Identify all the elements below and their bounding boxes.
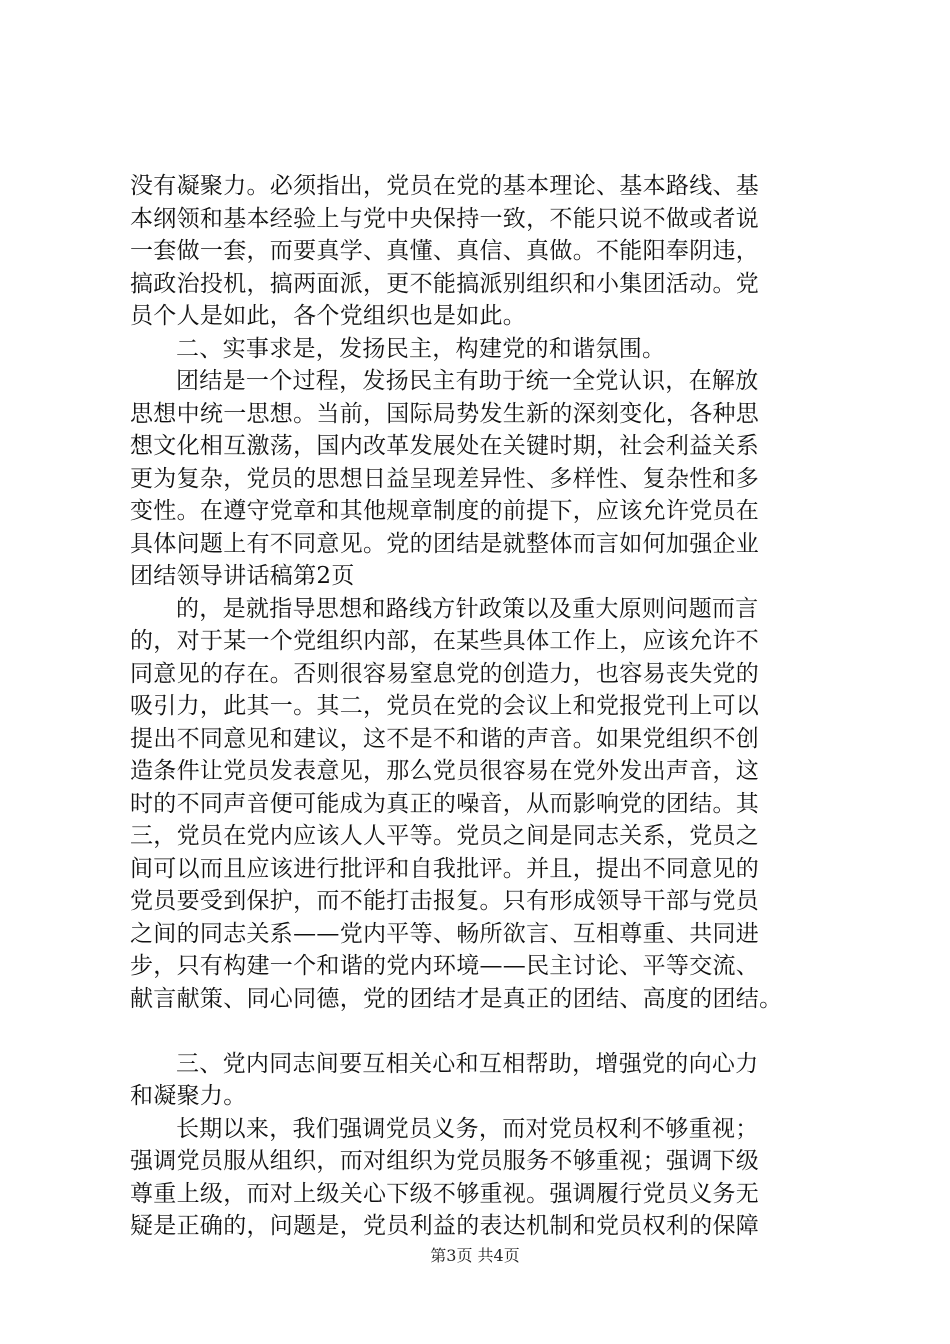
text-line: 思想中统一思想。当前，国际局势发生新的深刻变化，各种思 [130, 400, 760, 427]
text-line: 造条件让党员发表意见，那么党员很容易在党外发出声音，这 [130, 758, 760, 784]
paragraph-spacer [130, 1015, 830, 1048]
section-heading-3 [130, 1048, 830, 1113]
text-line: 强调党员服从组织，而对组织为党员服务不够重视；强调下级 [130, 1148, 760, 1174]
text-line: 吸引力，此其一。其二，党员在党的会议上和党报党刊上可以 [130, 693, 760, 719]
paragraph-2 [130, 365, 830, 593]
text-line: 党员要受到保护，而不能打击报复。只有形成领导干部与党员 [130, 888, 760, 914]
document-body [130, 170, 830, 1243]
text-line: 具体问题上有不同意见。党的团结是就整体而言如何加强企业 [130, 530, 760, 557]
text-line: 同意见的存在。否则很容易窒息党的创造力，也容易丧失党的 [130, 660, 760, 687]
text-line: 更为复杂，党员的思想日益呈现差异性、多样性、复杂性和多 [130, 465, 760, 492]
text-line: 疑是正确的，问题是，党员利益的表达机制和党员权利的保障 [130, 1213, 760, 1239]
paragraph-1 [130, 170, 830, 333]
paragraph-4 [130, 1113, 830, 1243]
text-line: 三、党内同志间要互相关心和互相帮助，增强党的向心力 [176, 1050, 759, 1077]
text-line: 时的不同声音便可能成为真正的噪音，从而影响党的团结。其 [130, 790, 760, 817]
text-line: 之间的同志关系——党内平等、畅所欲言、互相尊重、共同进 [130, 920, 760, 947]
page-number-footer: 第3页 共4页 [430, 1246, 520, 1265]
text-line: 搞政治投机，搞两面派，更不能搞派别组织和小集团活动。党 [130, 270, 760, 297]
text-line: 一套做一套，而要真学、真懂、真信、真做。不能阳奉阴违， [130, 238, 760, 264]
text-line: 本纲领和基本经验上与党中央保持一致，不能只说不做或者说 [130, 205, 760, 232]
text-line: 献言献策、同心同德，党的团结才是真正的团结、高度的团结。 [130, 985, 783, 1012]
text-line: 和凝聚力。 [130, 1083, 247, 1109]
paragraph-3 [130, 593, 830, 1016]
text-line: 的，是就指导思想和路线方针政策以及重大原则问题而言 [176, 595, 759, 622]
text-line: 长期以来，我们强调党员义务，而对党员权利不够重视； [176, 1115, 759, 1142]
text-line: 尊重上级，而对上级关心下级不够重视。强调履行党员义务无 [130, 1180, 760, 1207]
text-line: 提出不同意见和建议，这不是不和谐的声音。如果党组织不创 [130, 725, 760, 752]
text-line: 团结是一个过程，发扬民主有助于统一全党认识，在解放 [176, 368, 759, 394]
section-heading-2: 二、实事求是，发扬民主，构建党的和谐氛围。 [176, 335, 666, 362]
text-line: 步，只有构建一个和谐的党内环境——民主讨论、平等交流、 [130, 953, 760, 979]
text-line: 团结领导讲话稿第2页 [130, 563, 355, 589]
text-line: 员个人是如此，各个党组织也是如此。 [130, 303, 527, 329]
text-line: 变性。在遵守党章和其他规章制度的前提下，应该允许党员在 [130, 498, 760, 524]
text-line: 没有凝聚力。必须指出，党员在党的基本理论、基本路线、基 [130, 173, 760, 199]
text-line: 想文化相互激荡，国内改革发展处在关键时期，社会利益关系 [130, 433, 760, 459]
text-line: 的，对于某一个党组织内部，在某些具体工作上，应该允许不 [130, 628, 760, 654]
text-line: 三，党员在党内应该人人平等。党员之间是同志关系，党员之 [130, 823, 760, 849]
text-line: 间可以而且应该进行批评和自我批评。并且，提出不同意见的 [130, 855, 760, 882]
